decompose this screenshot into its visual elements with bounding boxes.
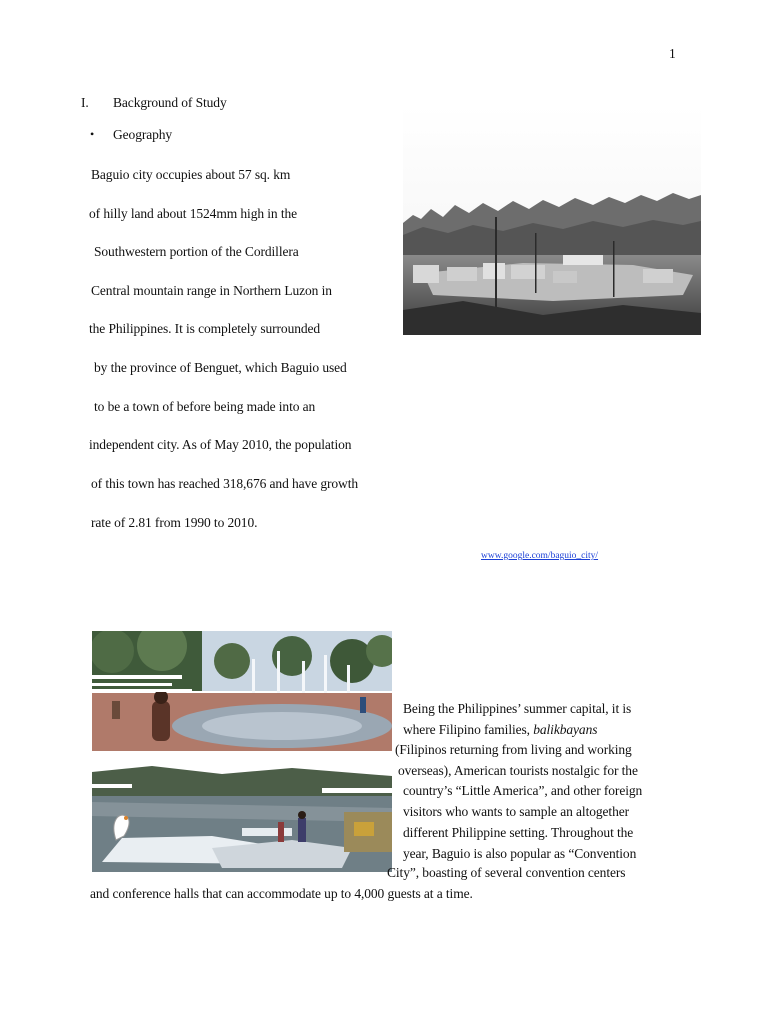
summer-line: different Philippine setting. Throughout the	[403, 825, 634, 840]
summer-line: and conference halls that can accommodate up to 4,000 guests at a time.	[90, 886, 473, 901]
geography-line: of hilly land about 1524mm high in the	[89, 206, 298, 221]
fountain-park-photo	[92, 631, 392, 751]
geography-line: the Philippines. It is completely surrounded	[89, 321, 321, 336]
bullet-icon: •	[90, 127, 95, 141]
geography-line: Southwestern portion of the Cordillera	[94, 244, 299, 259]
geography-line: Central mountain range in Northern Luzon in	[91, 283, 332, 298]
summer-line: City”, boasting of several convention centers	[387, 865, 626, 880]
summer-line: (Filipinos returning from living and working	[395, 742, 632, 757]
geography-line: Baguio city occupies about 57 sq. km	[91, 167, 291, 182]
source-link[interactable]: www.google.com/baguio_city/	[481, 551, 599, 561]
swan-boats-photo	[92, 752, 392, 872]
geography-line: of this town has reached 318,676 and have growth	[91, 476, 359, 491]
section-title: Background of Study	[113, 95, 227, 110]
summer-line: overseas), American tourists nostalgic for the	[398, 763, 638, 778]
geography-line: independent city. As of May 2010, the population	[89, 437, 352, 452]
historic-baguio-photo	[403, 105, 701, 335]
geography-line: by the province of Benguet, which Baguio used	[94, 360, 347, 375]
page-number: 1	[669, 46, 676, 61]
geography-line: rate of 2.81 from 1990 to 2010.	[91, 515, 258, 530]
summer-line-plain: where Filipino families,	[403, 722, 530, 737]
summer-line	[403, 722, 597, 738]
summer-line: visitors who wants to sample an altogether	[403, 804, 630, 819]
subsection-title: Geography	[113, 127, 173, 142]
geography-line: to be a town of before being made into an	[94, 399, 316, 414]
summer-line: country’s “Little America”, and other foreign	[403, 783, 643, 798]
summer-line: year, Baguio is also popular as “Convention	[403, 846, 637, 861]
section-number: I.	[81, 95, 89, 110]
balikbayans-term: balikbayans	[533, 722, 598, 737]
summer-line: Being the Philippines’ summer capital, it is	[403, 701, 632, 716]
